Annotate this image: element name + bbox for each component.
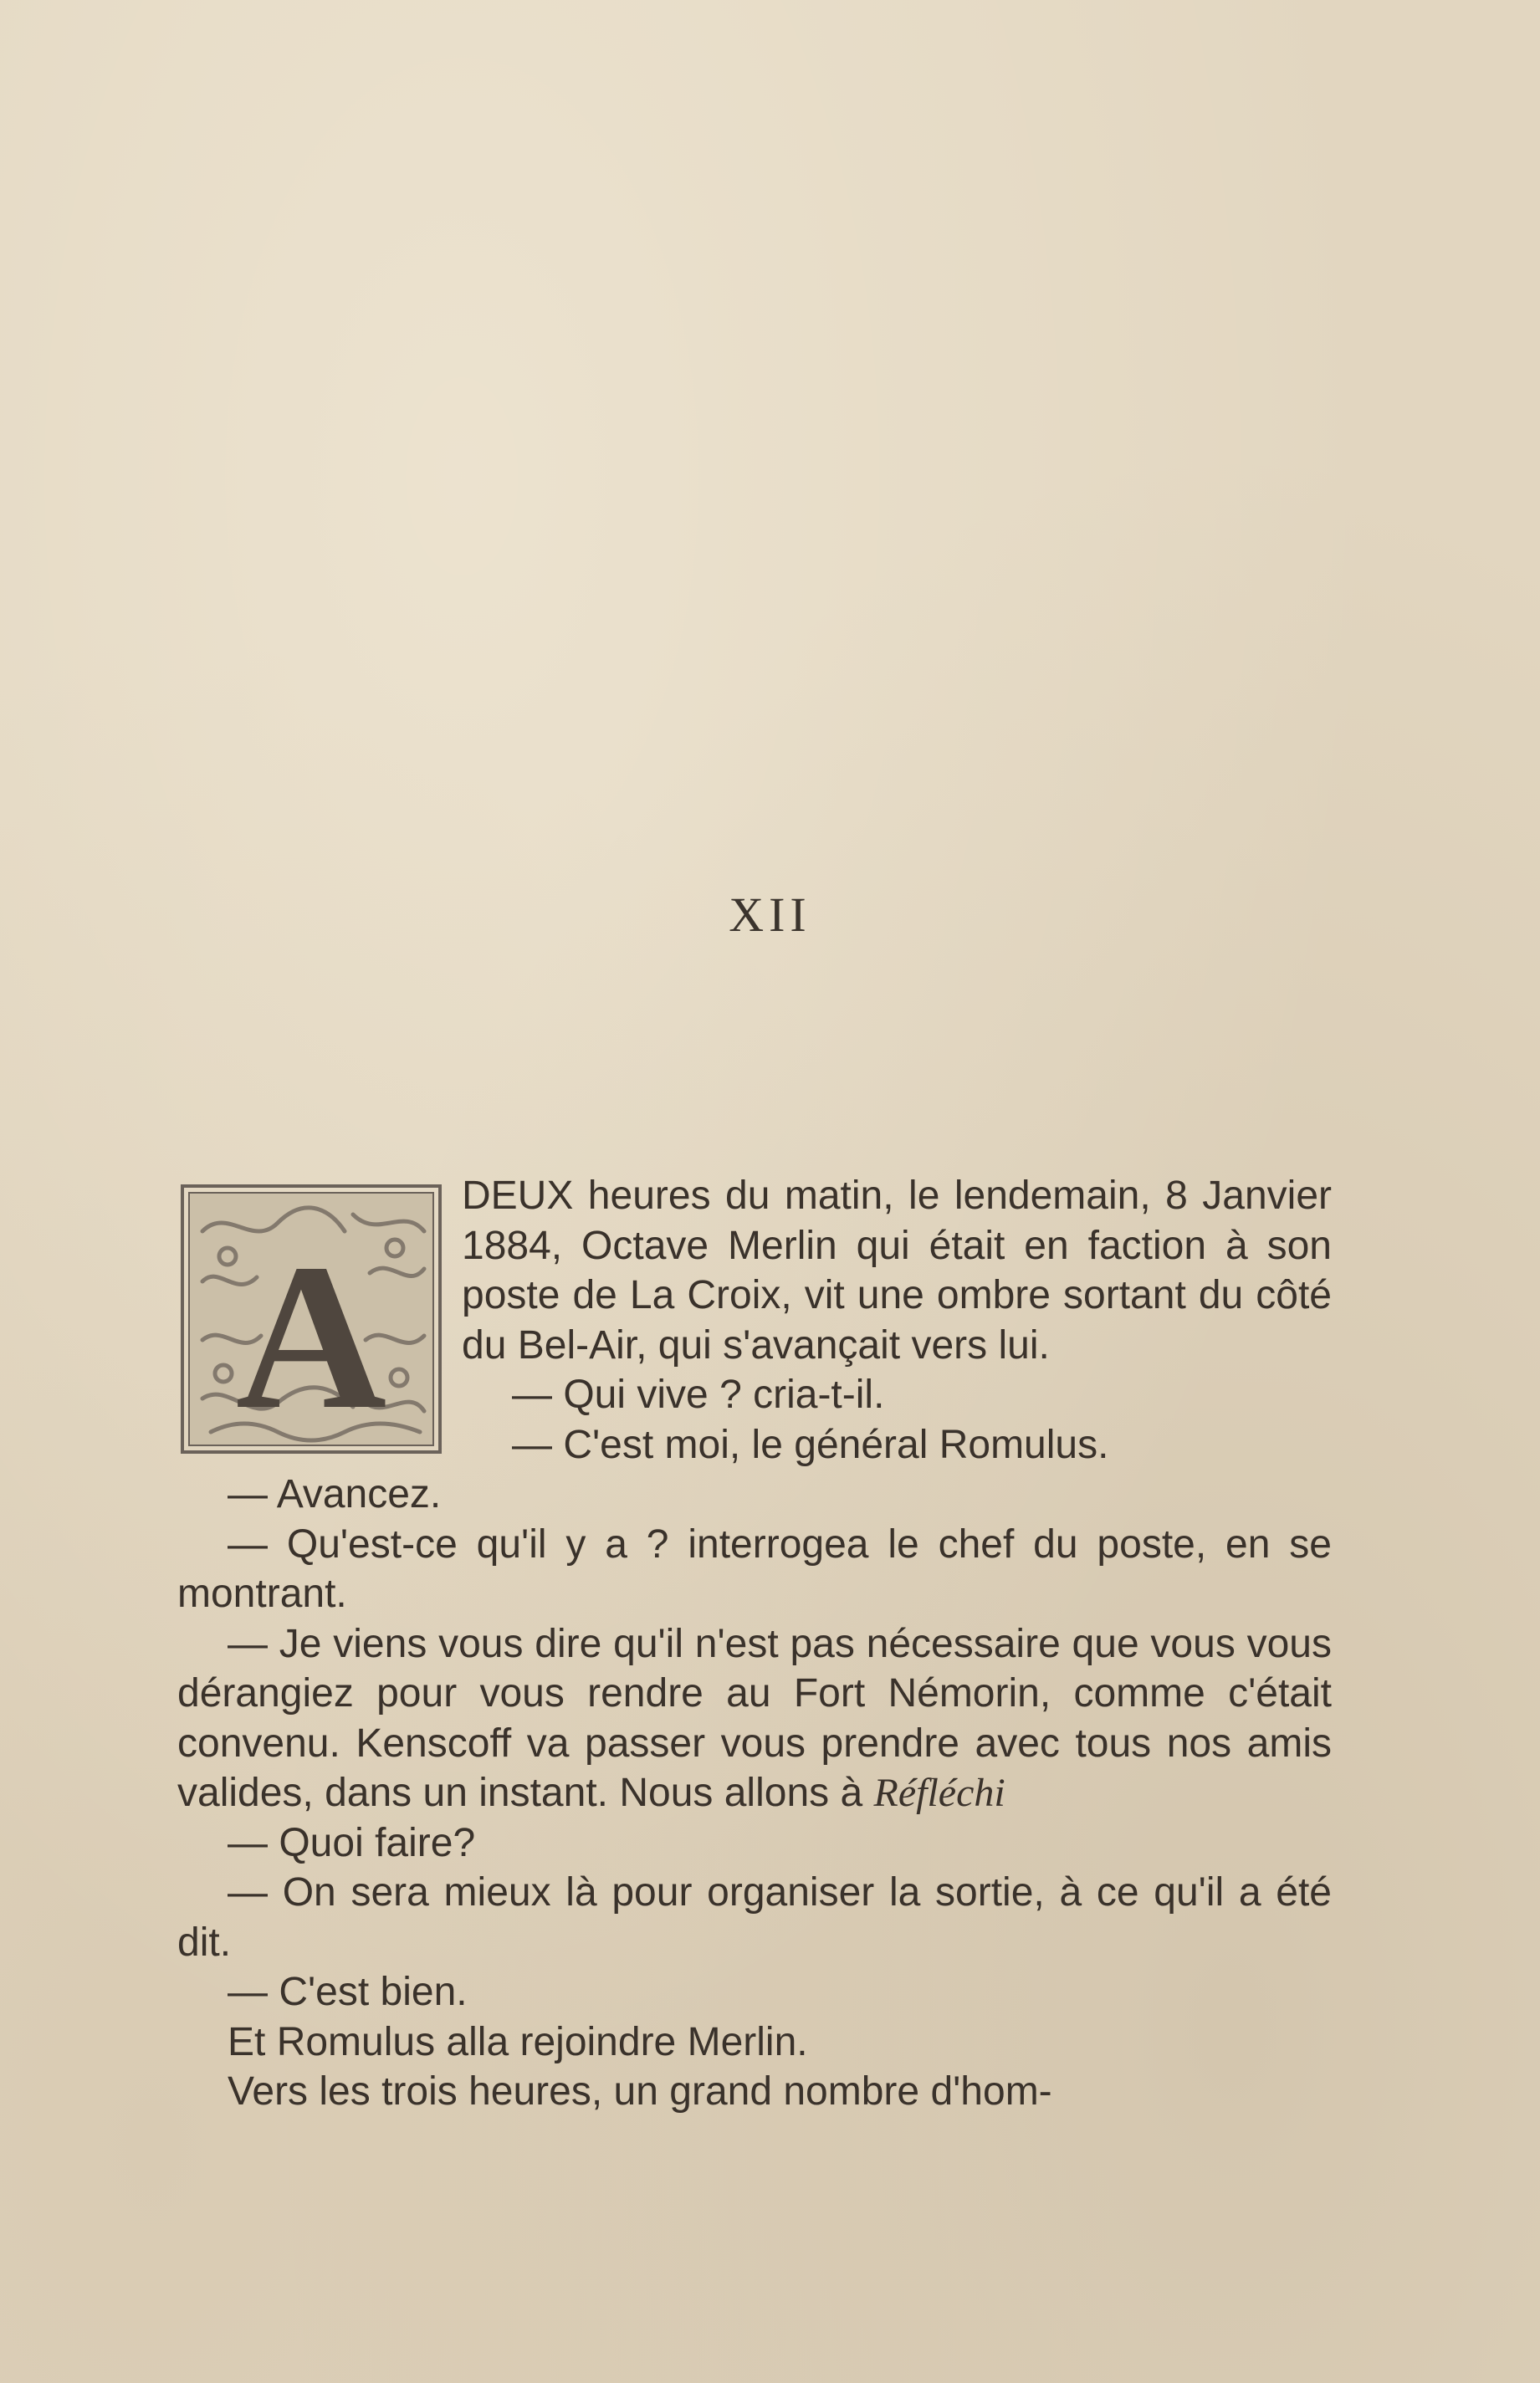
body-text [177, 1171, 1332, 2117]
paragraph: DEUX heures du matin, le lendemain, 8 Janvier 1884, Octave Merlin qui était en faction à son poste de La Croix, vit une ombre sortant du côté du Bel-Air, qui s'avançait vers lui. [462, 1174, 1332, 1368]
paragraph: — C'est bien. [228, 1970, 468, 2014]
paragraph: — Avancez. [228, 1472, 442, 1516]
chapter-heading: XII [729, 887, 811, 942]
paragraph-text: — Je viens vous dire qu'il n'est pas nécessaire que vous vous dérangiez pour vous rendre au Fort Némorin, comme c'était convenu. Kenscoff va passer vous prendre avec tous nos amis valides, dans un instant. Nous allons à [177, 1621, 1332, 1815]
paragraph: — Quoi faire? [228, 1820, 476, 1865]
drop-cap-letter: A [235, 1221, 387, 1453]
paragraph: — On sera mieux là pour organiser la sortie, à ce qu'il a été dit. [177, 1870, 1332, 1965]
paragraph: Et Romulus alla rejoindre Merlin. [228, 2019, 808, 2064]
paragraph: Vers les trois heures, un grand nombre d'hom- [228, 2069, 1052, 2114]
drop-cap-ornament [177, 1181, 445, 1457]
italic-place-name: Réfléchi [873, 1771, 1005, 1815]
paragraph: — Qui vive ? cria-t-il. [512, 1373, 885, 1417]
paragraph: — C'est moi, le général Romulus. [512, 1422, 1109, 1467]
paragraph: — Qu'est-ce qu'il y a ? interrogea le chef du poste, en se montrant. [177, 1521, 1332, 1616]
paragraph-with-italic [177, 1619, 1332, 1818]
